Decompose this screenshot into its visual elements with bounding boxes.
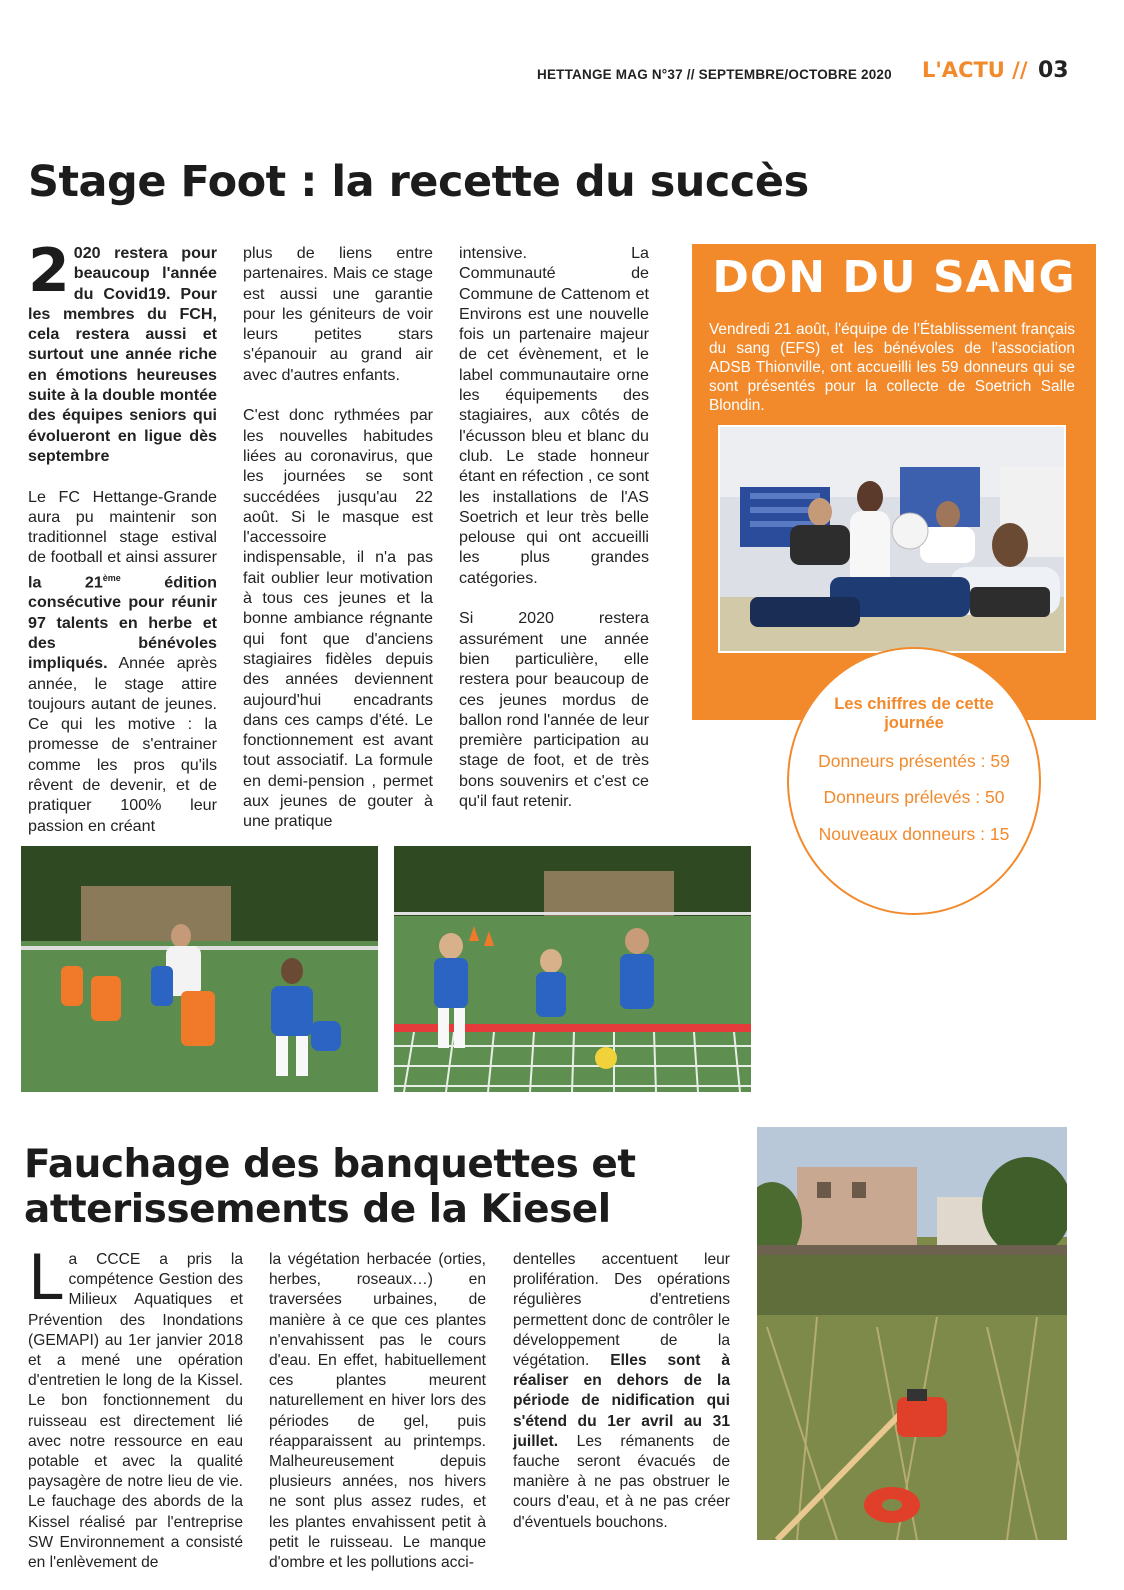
article1-column-1 bbox=[28, 236, 217, 836]
article1-intro-text: 020 restera pour beaucoup l'année du Covid19. Pour les membres du FCH, cela restera aussi et surtout une année riche en émotions heureuses suite à la double montée des équipes seniors qui évolueront en ligue dès septembre bbox=[28, 244, 217, 465]
kiesel-mowing-photo bbox=[757, 1127, 1067, 1540]
article2-text: a CCCE a pris la compétence Gestion des Milieux Aquatiques et Prévention des Inondations (GEMAPI) au 1er janvier 2018 et a mené une opération d'entretien le long de la Kissel. Le bon fonctionnement du ruisseau est directement lié avec notre ressource en eau potable et avec la qualité paysagère de notre lieu de vie. Le fauchage des abords de la Kissel réalisé par l'entreprise SW Environnement a consisté en l'enlèvement de bbox=[28, 1251, 243, 1572]
football-photo-1 bbox=[21, 846, 378, 1092]
stats-title: Les chiffres de cette journée bbox=[834, 695, 994, 732]
article2-column-1 bbox=[28, 1241, 243, 1573]
article1-paragraph: C'est donc rythmées par les nouvelles habitudes liées au coronavirus, que les journées se sont succédées jusqu'au 22 août. Si le masque est l'accessoire indispensable, il n'a pas fait oublier leur motivation à tous ces jeunes et la bonne ambiance régnante qui font que d'anciens stagiaires fidèles depuis des années deviennent aujourd'hui encadrants dans ces camps d'été. Le fonctionnement est avant tout associatif. La formule en demi-pension , permet aux jeunes de gouter à une pratique bbox=[243, 406, 433, 831]
section-label: L'ACTU // bbox=[922, 58, 1028, 82]
text-run-bold: la 21 bbox=[28, 573, 103, 592]
blood-donation-photo bbox=[718, 425, 1066, 653]
article2-column-3 bbox=[513, 1250, 730, 1533]
text-run-bold: édition consécutive pour réunir 97 talents en herbe et des bénévoles impliqués. bbox=[28, 573, 217, 673]
article-title-fauchage: Fauchage des banquettes et atterissements de la Kiesel bbox=[24, 1142, 636, 1232]
stats-circle bbox=[787, 647, 1041, 915]
article1-paragraph: Si 2020 restera assurément une année bien particulière, elle restera pour beaucoup de ces jeunes mordus de ballon rond l'année de leur première participation au stage de foot, et de très bons souvenirs et c'est ce qu'il faut retenir. bbox=[459, 609, 649, 811]
article2-paragraph bbox=[513, 1250, 730, 1533]
article-title-stage-foot: Stage Foot : la recette du succès bbox=[28, 157, 809, 207]
don-du-sang-title: DON DU SANG bbox=[712, 252, 1076, 303]
article1-paragraph: plus de liens entre partenaires. Mais ce stage est aussi une garantie pour les géniteurs de voir leurs petites stars s'épanouir au grand air avec d'autres enfants. bbox=[243, 244, 433, 384]
superscript: ème bbox=[102, 572, 121, 583]
football-photo-2 bbox=[394, 846, 751, 1092]
text-run: dentelles accentuent leur prolifération. Des opérations régulières d'entretiens permettent donc de contrôler le développement de la végétation. bbox=[513, 1251, 730, 1370]
text-run: Année après année, le stage attire toujours autant de jeunes. Ce qui les motive : la promesse de s'entrainer comme les pros qu'ils rêvent de devenir, et de pratiquer 100% leur passion en créant bbox=[28, 654, 217, 835]
magazine-header: HETTANGE MAG N°37 // SEPTEMBRE/OCTOBRE 2020 bbox=[537, 67, 892, 82]
text-run-bold: Elles sont à réaliser en dehors de la période de nidification qui s'étend du 1er avril au 31 juillet. bbox=[513, 1352, 730, 1450]
article2-paragraph: la végétation herbacée (orties, herbes, roseaux…) en traversées urbaines, de manière à ce que ces plantes n'envahissent pas le cours d'eau. En effet, habituellement ces plantes meurent naturellement en hiver lors des périodes de gel, puis réapparaissent au printemps. Malheureusement depuis plusieurs années, nos hivers ne sont plus assez rudes, et les plantes envahissent petit à petit le ruisseau. Le manque d'ombre et les pollutions acci- bbox=[269, 1251, 486, 1572]
don-du-sang-text: Vendredi 21 août, l'équipe de l'Établissement français du sang (EFS) et les bénévoles de l'association ADSB Thionville, ont accueilli les 59 donneurs qui se sont présentés pour la collecte de Soetrich Salle Blondin. bbox=[709, 321, 1075, 414]
stat-donneurs-preleves: Donneurs prélevés : 50 bbox=[823, 787, 1005, 807]
stat-donneurs-presentes: Donneurs présentés : 59 bbox=[818, 751, 1010, 771]
article2-paragraph bbox=[28, 1241, 243, 1573]
article1-paragraph bbox=[28, 487, 217, 836]
article1-column-3 bbox=[459, 243, 649, 811]
text-run: Les rémanents de fauche seront évacués de manière à ne pas obstruer le cours d'eau, et à ne pas créer d'éventuels bouchons. bbox=[513, 1432, 730, 1531]
page-number: 03 bbox=[1038, 58, 1069, 83]
article1-intro-paragraph bbox=[28, 236, 217, 466]
text-run: Le FC Hettange-Grande aura pu maintenir son traditionnel stage estival de football et ainsi assurer bbox=[28, 487, 217, 567]
article1-column-2 bbox=[243, 243, 433, 832]
dropcap: L bbox=[28, 1241, 63, 1314]
article1-paragraph: intensive. La Communauté de Commune de Cattenom et Environs est une nouvelle fois un partenaire majeur de cet évènement, et le label communautaire orne les équipements des stagiaires, aux côtés de l'écusson bleu et blanc du club. Le stade honneur étant en réfection , ce sont les installations de l'AS Soetrich et leur très belle pelouse qui ont accueilli les plus grandes catégories. bbox=[459, 244, 649, 587]
stat-nouveaux-donneurs: Nouveaux donneurs : 15 bbox=[818, 824, 1010, 844]
dropcap: 2 bbox=[28, 236, 70, 306]
article2-column-2 bbox=[269, 1250, 486, 1573]
